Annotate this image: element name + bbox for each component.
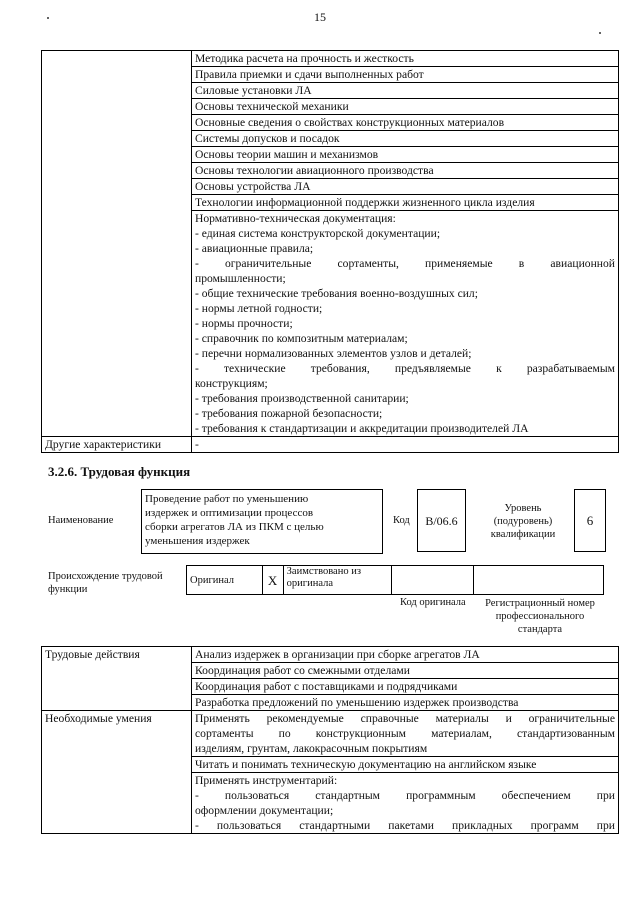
function-name-line: уменьшения издержек — [145, 535, 250, 547]
labor-action: Разработка предложений по уменьшению издержек производства — [192, 695, 619, 711]
norm-docs-item: - общие технические требования военно-воздушных сил; — [195, 287, 478, 300]
origin-table — [186, 565, 604, 595]
norm-docs-item: - ограничительные сортаменты, применяемые в авиационной — [195, 257, 615, 270]
skill-cell — [192, 711, 619, 757]
reg-number-line: Регистрационный номер — [485, 598, 595, 609]
origin-label-line: функции — [48, 584, 88, 595]
skill-line: сортаменты по конструкционным материалам, стандартизованным — [195, 727, 615, 740]
norm-docs-heading: Нормативно-техническая документация: — [195, 212, 396, 225]
norm-docs-item: промышленности; — [195, 272, 286, 285]
skill-line: оформлении документации; — [195, 804, 334, 817]
code-original-label: Код оригинала — [400, 597, 466, 608]
labor-action: Анализ издержек в организации при сборке агрегатов ЛА — [192, 647, 619, 663]
skills-label: Необходимые умения — [42, 711, 192, 834]
skill-line: Применять инструментарий: — [195, 774, 338, 787]
labor-function-table — [41, 646, 619, 834]
section-title: 3.2.6. Трудовая функция — [48, 464, 191, 479]
knowledge-row: Основные сведения о свойствах конструкционных материалов — [192, 115, 619, 131]
skill-line: изделиям, грунтам, лакокрасочным покрытиям — [195, 742, 428, 755]
level-label-line: квалификации — [490, 529, 556, 540]
original-label: Оригинал — [187, 566, 263, 595]
function-name-line: издержек и оптимизации процессов — [145, 507, 314, 519]
knowledge-row: Правила приемки и сдачи выполненных работ — [192, 67, 619, 83]
labor-action: Координация работ с поставщиками и подрядчиками — [192, 679, 619, 695]
borrowed-label-line: Заимствовано из — [286, 566, 361, 577]
other-characteristics-label: Другие характеристики — [42, 437, 192, 453]
norm-docs-item: - требования пожарной безопасности; — [195, 407, 383, 420]
norm-docs-item: - нормы летной годности; — [195, 302, 323, 315]
reg-number-label — [478, 597, 602, 636]
knowledge-row: Силовые установки ЛА — [192, 83, 619, 99]
level-label — [475, 502, 571, 541]
skill-cell: Читать и понимать техническую документацию на английском языке — [192, 757, 619, 773]
knowledge-row: Основы технологии авиационного производства — [192, 163, 619, 179]
reg-number-line: профессионального — [495, 611, 585, 622]
scan-dot — [599, 32, 601, 34]
original-mark: X — [262, 566, 283, 595]
skill-line: - пользоваться стандартным программным обеспечением при — [195, 789, 615, 802]
knowledge-row: Технологии информационной поддержки жизненного цикла изделия — [192, 195, 619, 211]
name-label: Наименование — [48, 515, 114, 526]
knowledge-row: Основы технической механики — [192, 99, 619, 115]
scan-dot — [47, 17, 49, 19]
norm-docs-item: - единая система конструкторской документации; — [195, 227, 441, 240]
skill-line: Применять рекомендуемые справочные материалы и ограничительные — [195, 712, 615, 725]
norm-docs-item: - технические требования, предъявляемые к разрабатываемым — [195, 362, 615, 375]
knowledge-row: Основы устройства ЛА — [192, 179, 619, 195]
label-cell — [42, 51, 192, 437]
reg-number-line: стандарта — [517, 624, 563, 635]
level-label-line: (подуровень) — [493, 516, 553, 527]
norm-docs-item: - справочник по композитным материалам; — [195, 332, 408, 345]
code-value: B/06.6 — [425, 514, 458, 528]
level-box — [574, 489, 606, 552]
code-box — [417, 489, 466, 552]
norm-docs-item: - перечни нормализованных элементов узлов и деталей; — [195, 347, 472, 360]
page-number: 15 — [314, 10, 326, 24]
borrowed-label-line: оригинала — [286, 578, 333, 589]
function-name-line: сборки агрегатов ЛА из ПКМ с целью — [145, 521, 324, 533]
function-name-box — [141, 489, 383, 554]
norm-docs-item: - авиационные правила; — [195, 242, 314, 255]
norm-docs-item: конструкциям; — [195, 377, 268, 390]
origin-label-line: Происхождение трудовой — [48, 571, 163, 582]
function-name-line: Проведение работ по уменьшению — [145, 493, 309, 505]
knowledge-table — [41, 50, 619, 453]
reg-number-cell — [474, 566, 604, 595]
labor-action: Координация работ со смежными отделами — [192, 663, 619, 679]
norm-docs-cell — [192, 211, 619, 437]
other-characteristics-value: - — [192, 437, 619, 453]
norm-docs-item: - нормы прочности; — [195, 317, 293, 330]
borrowed-label — [283, 566, 392, 595]
norm-docs-item: - требования производственной санитарии; — [195, 392, 409, 405]
knowledge-row: Методика расчета на прочность и жесткость — [192, 51, 619, 67]
level-label-line: Уровень — [504, 503, 542, 514]
origin-label — [48, 570, 163, 596]
knowledge-row: Системы допусков и посадок — [192, 131, 619, 147]
labor-actions-label: Трудовые действия — [42, 647, 192, 711]
code-label: Код — [393, 515, 410, 526]
level-value: 6 — [586, 513, 594, 528]
code-original-cell — [392, 566, 474, 595]
knowledge-row: Основы теории машин и механизмов — [192, 147, 619, 163]
norm-docs-item: - требования к стандартизации и аккредитации производителей ЛА — [195, 422, 529, 435]
skill-line: - пользоваться стандартными пакетами прикладных программ при — [195, 819, 615, 832]
skill-cell — [192, 773, 619, 834]
